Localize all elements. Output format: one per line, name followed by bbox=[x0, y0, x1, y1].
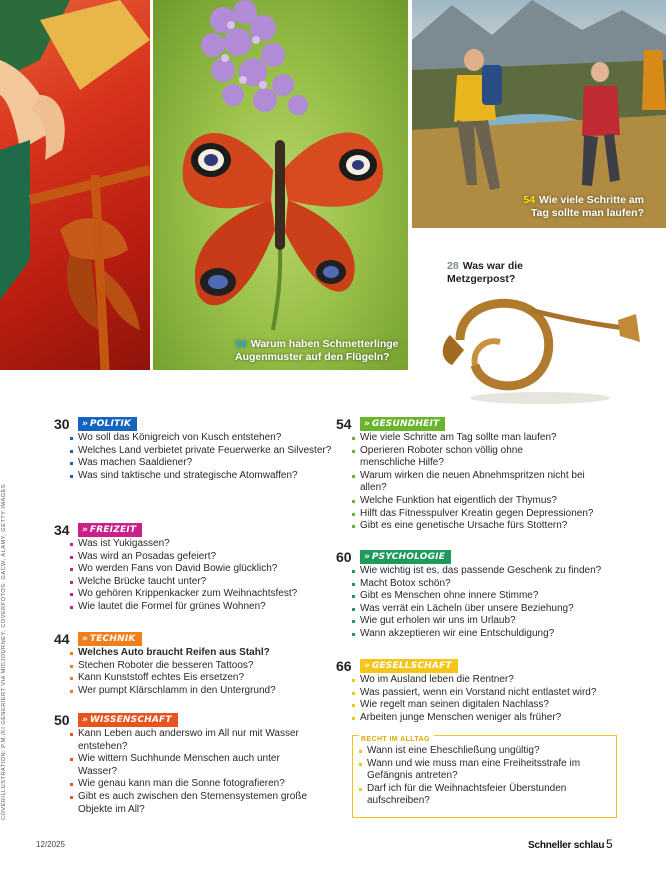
section-technik-label: TECHNIK bbox=[89, 633, 136, 644]
post-horn-photo bbox=[430, 280, 650, 420]
list-item: Stechen Roboter die besseren Tattoos? bbox=[70, 660, 334, 673]
section-wissenschaft-tag[interactable]: » WISSENSCHAFT bbox=[78, 713, 178, 727]
issue-number: 12/2025 bbox=[36, 840, 65, 849]
list-item: Wo im Ausland leben die Rentner? bbox=[352, 674, 626, 687]
section-freizeit-tag[interactable]: » FREIZEIT bbox=[78, 523, 142, 537]
list-item: Warum wirken die neuen Abnehmspritzen nicht bei allen? bbox=[352, 470, 597, 495]
list-item: Arbeiten junge Menschen weniger als früher? bbox=[352, 712, 626, 725]
caption-butterfly bbox=[235, 338, 405, 363]
post-horn-illustration bbox=[430, 280, 650, 420]
section-technik-page: 44 bbox=[54, 630, 70, 647]
list-item: Kann Kunststoff echtes Eis ersetzen? bbox=[70, 672, 334, 685]
section-gesundheit-label: GESUNDHEIT bbox=[371, 418, 440, 429]
list-item: Welche Brücke taucht unter? bbox=[70, 576, 334, 589]
section-psychologie-page: 60 bbox=[336, 548, 352, 565]
recht-im-alltag-title: RECHT IM ALLTAG bbox=[359, 735, 434, 744]
section-freizeit-list bbox=[70, 538, 334, 614]
list-item: Wo gehören Krippenkacker zum Weihnachtsfest? bbox=[70, 588, 334, 601]
section-gesundheit-page: 54 bbox=[336, 415, 352, 432]
list-item: Wie gut erholen wir uns im Urlaub? bbox=[352, 615, 626, 628]
list-item: Wann ist eine Eheschließung ungültig? bbox=[359, 745, 616, 758]
list-item: Wie genau kann man die Sonne fotografieren? bbox=[70, 778, 310, 791]
section-gesellschaft-tag[interactable]: » GESELLSCHAFT bbox=[360, 659, 458, 673]
caption-hikers bbox=[508, 194, 644, 219]
list-item: Wie lautet die Formel für grünes Wohnen? bbox=[70, 601, 334, 614]
section-wissenschaft-list bbox=[70, 728, 310, 816]
list-item: Wie regelt man seinen digitalen Nachlass? bbox=[352, 699, 626, 712]
list-item: Wann akzeptieren wir eine Entschuldigung? bbox=[352, 628, 626, 641]
caption-hikers-text: Wie viele Schritte am Tag sollte man laufen? bbox=[531, 194, 644, 219]
list-item: Gibt es auch zwischen den Sternensystemen große Objekte im All? bbox=[70, 791, 310, 816]
section-freizeit-page: 34 bbox=[54, 521, 70, 538]
section-politik-tag[interactable]: » POLITIK bbox=[78, 417, 137, 431]
list-item: Welches Auto braucht Reifen aus Stahl? bbox=[70, 647, 334, 660]
list-item: Was sind taktische und strategische Atomwaffen? bbox=[70, 470, 334, 483]
section-gesundheit-tag[interactable]: » GESUNDHEIT bbox=[360, 417, 445, 431]
page-number: 5 bbox=[606, 837, 613, 851]
list-item: Wo werden Fans von David Bowie glücklich? bbox=[70, 563, 334, 576]
caption-butterfly-text: Warum haben Schmetterlinge Augenmuster auf den Flügeln? bbox=[235, 338, 399, 363]
recht-im-alltag-list bbox=[359, 745, 616, 808]
caption-horn-page: 28 bbox=[447, 260, 459, 272]
list-item: Macht Botox schön? bbox=[352, 578, 626, 591]
caption-hikers-page: 54 bbox=[523, 194, 536, 206]
butterfly-illustration bbox=[153, 0, 408, 370]
butterfly-photo bbox=[153, 0, 408, 370]
section-gesellschaft-page: 66 bbox=[336, 657, 352, 674]
gift-photo bbox=[0, 0, 150, 370]
section-wissenschaft-label: WISSENSCHAFT bbox=[89, 714, 172, 725]
list-item: Welche Funktion hat eigentlich der Thymus? bbox=[352, 495, 617, 508]
section-gesundheit-list bbox=[352, 432, 617, 533]
list-item: Wie wittern Suchhunde Menschen auch unter Wasser? bbox=[70, 753, 310, 778]
list-item: Kann Leben auch anderswo im All nur mit Wasser entstehen? bbox=[70, 728, 310, 753]
list-item: Darf ich für die Weihnachtsfeier Überstunden aufschreiben? bbox=[359, 783, 594, 808]
list-item: Was wird an Posadas gefeiert? bbox=[70, 551, 334, 564]
section-technik-list bbox=[70, 647, 334, 697]
list-item: Welches Land verbietet private Feuerwerke an Silvester? bbox=[70, 445, 334, 458]
gift-illustration bbox=[0, 0, 150, 370]
caption-horn-text: Was war die Metzgerpost? bbox=[447, 260, 523, 285]
section-psychologie bbox=[336, 549, 626, 641]
section-psychologie-label: PSYCHOLOGIE bbox=[371, 551, 446, 562]
section-politik-list bbox=[70, 432, 334, 482]
brand-name: Schneller schlau bbox=[528, 840, 605, 851]
section-politik-page: 30 bbox=[54, 415, 70, 432]
list-item: Wie viele Schritte am Tag sollte man laufen? bbox=[352, 432, 617, 445]
list-item: Hilft das Fitnesspulver Kreatin gegen Depressionen? bbox=[352, 508, 617, 521]
caption-horn bbox=[447, 260, 537, 285]
section-gesellschaft-label: GESELLSCHAFT bbox=[371, 660, 452, 671]
caption-butterfly-page: 16 bbox=[235, 338, 247, 350]
list-item: Was machen Saaldiener? bbox=[70, 457, 334, 470]
list-item: Wie wichtig ist es, das passende Geschenk zu finden? bbox=[352, 565, 626, 578]
section-psychologie-tag[interactable]: » PSYCHOLOGIE bbox=[360, 550, 451, 564]
section-gesellschaft-list bbox=[352, 674, 626, 724]
photo-credit-line2: COVERILLUSTRATION: P.M./KI GENERIERT VIA MIDJOURNEY; COVERFOTOS: GACW, ALAMY, GETTY IMAGES bbox=[1, 483, 7, 820]
section-politik bbox=[54, 416, 334, 482]
photo-credit bbox=[0, 470, 30, 820]
list-item: Operieren Roboter schon völlig ohne menschliche Hilfe? bbox=[352, 445, 552, 470]
section-gesundheit bbox=[336, 416, 626, 533]
list-item: Wer pumpt Klärschlamm in den Untergrund? bbox=[70, 685, 334, 698]
section-politik-label: POLITIK bbox=[89, 418, 132, 429]
list-item: Was ist Yukigassen? bbox=[70, 538, 334, 551]
list-item: Gibt es eine genetische Ursache fürs Stottern? bbox=[352, 520, 617, 533]
section-freizeit-label: FREIZEIT bbox=[89, 524, 137, 535]
section-wissenschaft-page: 50 bbox=[54, 711, 70, 728]
section-freizeit bbox=[54, 522, 334, 614]
list-item: Wo soll das Königreich von Kusch entstehen? bbox=[70, 432, 334, 445]
section-technik-tag[interactable]: » TECHNIK bbox=[78, 632, 142, 646]
section-psychologie-list bbox=[352, 565, 626, 641]
recht-im-alltag-box bbox=[352, 735, 617, 818]
photo-credit-text bbox=[0, 470, 8, 820]
list-item: Was passiert, wenn ein Vorstand nicht entlastet wird? bbox=[352, 687, 626, 700]
section-gesellschaft bbox=[336, 658, 626, 724]
list-item: Was verrät ein Lächeln über unsere Beziehung? bbox=[352, 603, 626, 616]
list-item: Wann und wie muss man eine Freiheitsstrafe im Gefängnis antreten? bbox=[359, 758, 594, 783]
section-wissenschaft bbox=[54, 712, 344, 816]
section-technik bbox=[54, 631, 334, 697]
list-item: Gibt es Menschen ohne innere Stimme? bbox=[352, 590, 626, 603]
